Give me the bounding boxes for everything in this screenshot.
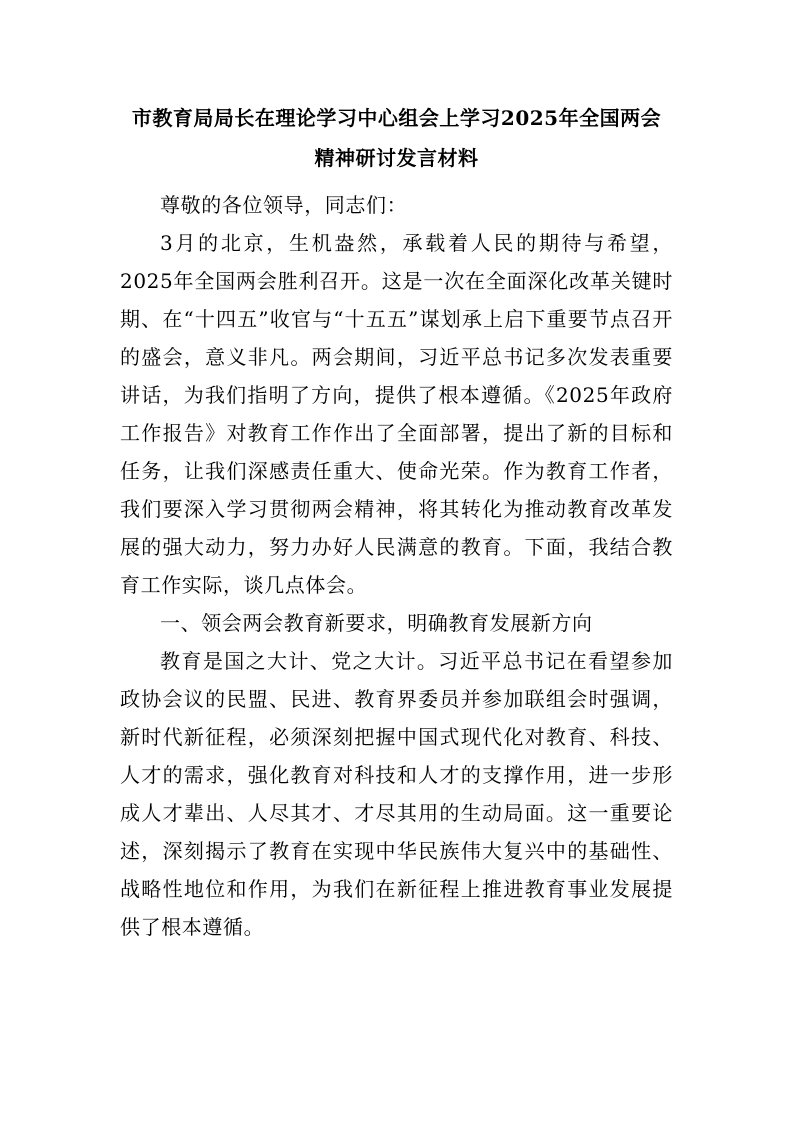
paragraph-intro: 3月的北京，生机盎然，承载着人民的期待与希望，2025年全国两会胜利召开。这是一次在全面深化改革关键时期、在“十四五”收官与“十五五”谋划承上启下重要节点召开的盛会，意义非凡。两会期间，习近平总书记多次发表重要讲话，为我们指明了方向，提供了根本遵循。《2025年政府工作报告》对教育工作作出了全面部署，提出了新的目标和任务，让我们深感责任重大、使命光荣。作为教育工作者，我们要深入学习贯彻两会精神，将其转化为推动教育改革发展的强大动力，努力办好人民满意的教育。下面，我结合教育工作实际，谈几点体会。	[120, 231, 673, 597]
salutation: 尊敬的各位领导，同志们：	[160, 193, 408, 217]
title-line-1: 市教育局局长在理论学习中心组会上学习2025年全国两会	[131, 106, 662, 130]
document-title	[120, 98, 673, 178]
paragraph-section-1: 教育是国之大计、党之大计。习近平总书记在看望参加政协会议的民盟、民进、教育界委员并参加联组会时强调，新时代新征程，必须深刻把握中国式现代化对教育、科技、人才的需求，强化教育对科技和人才的支撑作用，进一步形成人才辈出、人尽其才、才尽其用的生动局面。这一重要论述，深刻揭示了教育在实现中华民族伟大复兴中的基础性、战略性地位和作用，为我们在新征程上推进教育事业发展提供了根本遵循。	[120, 649, 673, 939]
section-heading-1: 一、领会两会教育新要求，明确教育发展新方向	[160, 611, 593, 635]
document-body	[120, 186, 673, 946]
title-line-2: 精神研讨发言材料	[314, 146, 479, 170]
